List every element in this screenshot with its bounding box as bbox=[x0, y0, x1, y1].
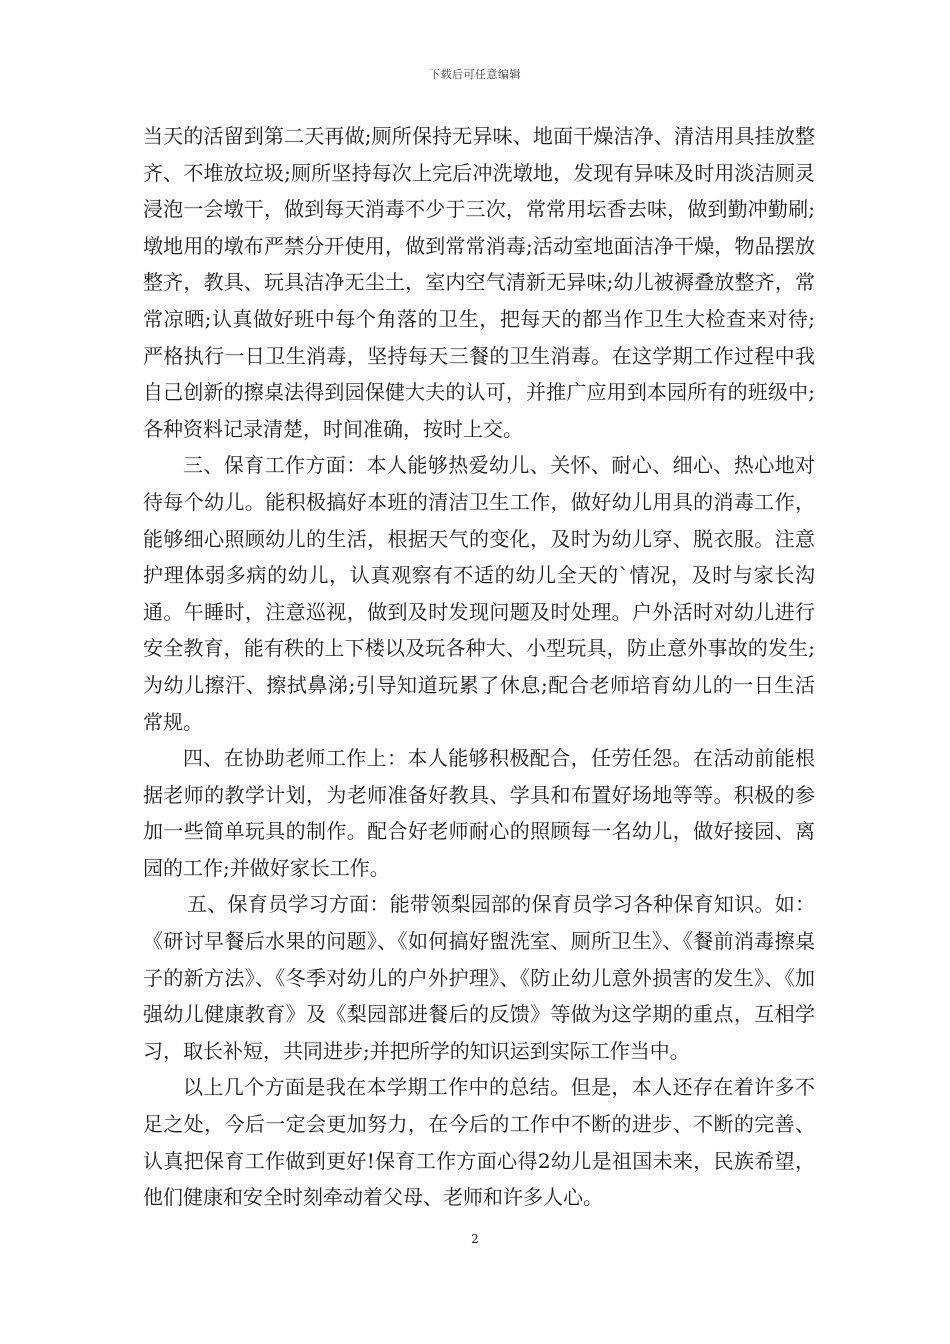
paragraph-assist-teacher: 四、在协助老师工作上：本人能够积极配合，任劳任怨。在活动前能根据老师的教学计划，为老师准备好教具、学具和布置好场地等等。积极的参加一些简单玩具的制作。配合好老师耐心的照顾每一名幼儿，做好接园、离园的工作;并做好家长工作。 bbox=[143, 746, 815, 880]
page-number: 2 bbox=[471, 1232, 479, 1246]
page-header: 下载后可任意编辑 bbox=[429, 68, 521, 81]
paragraph-childcare-work: 三、保育工作方面：本人能够热爱幼儿、关怀、耐心、细心、热心地对待每个幼儿。能积极搞好本班的清洁卫生工作，做好幼儿用具的消毒工作，能够细心照顾幼儿的生活，根据天气的变化，及时为幼儿穿、脱衣服。注意护理体弱多病的幼儿，认真观察有不适的幼儿全天的`情况，及时与家长沟通。午睡时，注意巡视，做到及时发现问题及时处理。户外活时对幼儿进行安全教育，能有秩的上下楼以及玩各种大、小型玩具，防止意外事故的发生;为幼儿擦汗、擦拭鼻涕;引导知道玩累了休息;配合老师培育幼儿的一日生活常规。 bbox=[143, 453, 815, 734]
paragraph-summary: 以上几个方面是我在本学期工作中的总结。但是，本人还存在着许多不足之处，今后一定会更加努力，在今后的工作中不断的进步、不断的完善、认真把保育工作做到更好!保育工作方面心得2幼儿是祖国未来，民族希望，他们健康和安全时刻牵动着父母、老师和许多人心。 bbox=[143, 1075, 815, 1210]
document-body bbox=[143, 118, 815, 1216]
paragraph-continued-hygiene: 当天的活留到第二天再做;厕所保持无异味、地面干燥洁净、清洁用具挂放整齐、不堆放垃圾;厕所坚持每次上完后冲洗墩地，发现有异味及时用淡洁厕灵浸泡一会墩干，做到每天消毒不少于三次，常常用坛香去味，做到勤冲勤刷;墩地用的墩布严禁分开使用，做到常常消毒;活动室地面洁净干燥，物品摆放整齐，教具、玩具洁净无尘土，室内空气清新无异味;幼儿被褥叠放整齐，常常凉晒;认真做好班中每个角落的卫生，把每天的都当作卫生大检查来对待;严格执行一日卫生消毒，坚持每天三餐的卫生消毒。在这学期工作过程中我自己创新的擦桌法得到园保健大夫的认可，并推广应用到本园所有的班级中;各种资料记录清楚，时间准确，按时上交。 bbox=[143, 124, 815, 441]
paragraph-caregiver-study: 五、保育员学习方面：能带领梨园部的保育员学习各种保育知识。如：《研讨早餐后水果的问题》、《如何搞好盥洗室、厕所卫生》、《餐前消毒擦桌子的新方法》、《冬季对幼儿的户外护理》、《防止幼儿意外损害的发生》、《加强幼儿健康教育》及《梨园部进餐后的反馈》等做为这学期的重点，互相学习，取长补短，共同进步;并把所学的知识运到实际工作当中。 bbox=[143, 892, 815, 1063]
